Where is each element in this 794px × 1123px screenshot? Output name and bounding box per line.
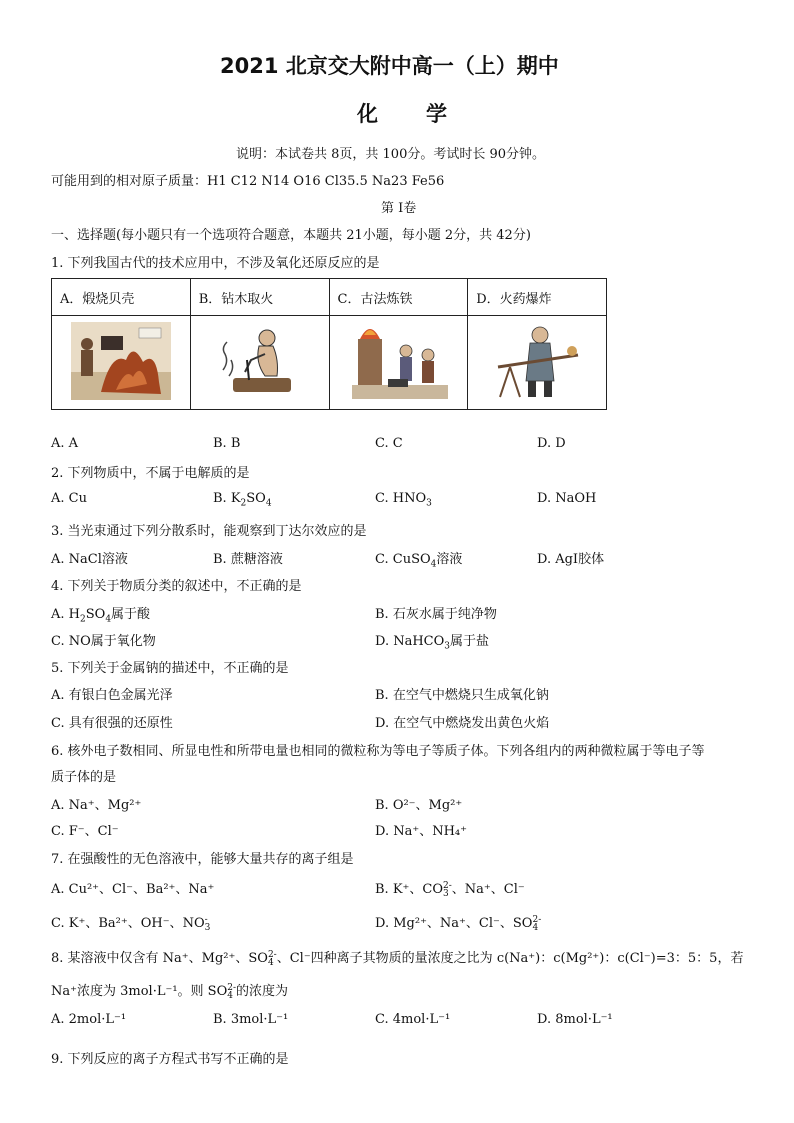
q2-option-b: B. $K_2SO_4$ [213,491,272,509]
q4-option-d: D. NaHCO$_3$属于盐 [375,634,490,652]
gunpowder-explosion-image [468,316,607,410]
q2-option-d: D. NaOH [537,491,597,506]
q6-option-b: B. O²⁻、Mg²⁺ [375,798,463,813]
section-heading: 一、选择题(每小题只有一个选项符合题意，本题共 21小题，每小题 2分，共 42分) [51,228,531,243]
table-header-b: B．钻木取火 [190,279,329,316]
q3-option-c: C. CuSO$_4$溶液 [375,552,463,570]
question-3-stem: 3. 当光束通过下列分散系时，能观察到丁达尔效应的是 [51,524,367,539]
q7-option-d: D. Mg²⁺、Na⁺、Cl⁻、SO2- 4 [375,914,542,933]
q8-option-a: A. 2mol·L⁻¹ [51,1012,127,1027]
q5-option-b: B. 在空气中燃烧只生成氧化钠 [375,688,549,703]
volume-label: 第 I卷 [381,201,417,216]
table-header-a: A．煅烧贝壳 [52,279,191,316]
question-6-stem-line1: 6. 核外电子数相同、所显电性和所带电量也相同的微粒称为等电子等质子体。下列各组内的两种微粒属于等电子等 [51,744,705,759]
table-header-c: C．古法炼铁 [329,279,468,316]
question-1-stem: 1. 下列我国古代的技术应用中，不涉及氧化还原反应的是 [51,256,380,271]
q3-option-a: A. NaCl溶液 [51,552,128,567]
q7-option-c: C. K⁺、Ba²⁺、OH⁻、NO- 3 [51,914,211,933]
q8-option-d: D. 8mol·L⁻¹ [537,1012,613,1027]
shell-calcining-image [52,316,191,410]
q3-option-b: B. 蔗糖溶液 [213,552,283,567]
question-8-stem-line1: 8. 某溶液中仅含有 Na⁺、Mg²⁺、SO2- 4 、Cl⁻四种离子其物质的量浓度之比为 c(Na⁺)：c(Mg²⁺)：c(Cl⁻)=3：5：5，若 [51,949,744,968]
question-5-stem: 5. 下列关于金属钠的描述中，不正确的是 [51,661,289,676]
q8-option-b: B. 3mol·L⁻¹ [213,1012,289,1027]
q1-option-b: B. B [213,436,241,451]
q5-option-a: A. 有银白色金属光泽 [51,688,173,703]
page-title: 2021 北京交大附中高一（上）期中 [220,54,559,78]
q3-option-d: D. AgI胶体 [537,552,605,567]
question-2-stem: 2. 下列物质中，不属于电解质的是 [51,466,250,481]
q8-option-c: C. 4mol·L⁻¹ [375,1012,451,1027]
table-header-d: D．火药爆炸 [468,279,607,316]
question-1-table [51,278,607,410]
q4-option-a: A. $H_2SO_4$属于酸 [51,607,151,625]
question-8-stem-line2: Na⁺浓度为 3mol·L⁻¹。则 SO2- 4 的浓度为 [51,982,289,1001]
question-7-stem: 7. 在强酸性的无色溶液中，能够大量共存的离子组是 [51,852,354,867]
q4-option-c: C. NO属于氧化物 [51,634,156,649]
q5-option-c: C. 具有很强的还原性 [51,716,173,731]
q4-option-b: B. 石灰水属于纯净物 [375,607,497,622]
question-6-stem-line2: 质子体的是 [51,770,117,785]
instructions: 说明：本试卷共 8页，共 100分。考试时长 90分钟。 [236,147,546,162]
q6-option-d: D. Na⁺、NH₄⁺ [375,824,467,839]
drilling-wood-image [190,316,329,410]
q1-option-d: D. D [537,436,566,451]
atomic-masses: 可能用到的相对原子质量：H1 C12 N14 O16 Cl35.5 Na23 Fe56 [51,174,445,189]
q6-option-a: A. Na⁺、Mg²⁺ [51,798,142,813]
q2-option-c: C. $HNO_3$ [375,491,432,509]
question-9-stem: 9. 下列反应的离子方程式书写不正确的是 [51,1052,289,1067]
question-4-stem: 4. 下列关于物质分类的叙述中，不正确的是 [51,579,302,594]
q2-option-a: A. Cu [51,491,87,506]
q7-option-a: A. Cu²⁺、Cl⁻、Ba²⁺、Na⁺ [51,882,215,897]
subject-title: 化 学 [357,102,449,126]
q1-option-c: C. C [375,436,403,451]
ancient-iron-smelting-image [329,316,468,410]
q5-option-d: D. 在空气中燃烧发出黄色火焰 [375,716,550,731]
q7-option-b: B. K⁺、CO2- 3 、Na⁺、Cl⁻ [375,880,525,899]
q6-option-c: C. F⁻、Cl⁻ [51,824,119,839]
q1-option-a: A. A [51,436,79,451]
